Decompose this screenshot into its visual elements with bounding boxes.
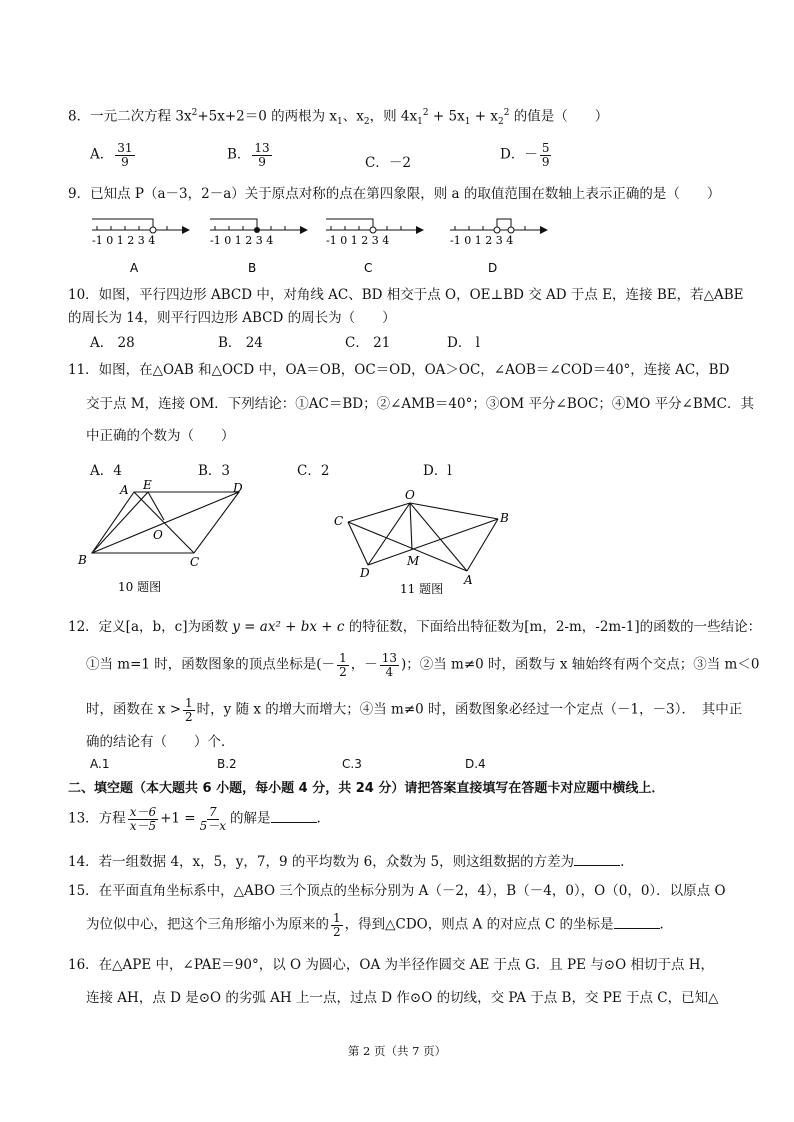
q8-stem-j: 的值是（ ） — [513, 108, 609, 125]
fig10-point-o: O — [153, 528, 163, 542]
q8-option-b: B． $\frac{13}{9}$ — [227, 141, 270, 169]
q8-option-a: A． $\frac{31}{9}$ — [90, 141, 133, 169]
q8-stem-i: + x — [474, 108, 498, 125]
q15-answer-blank[interactable] — [614, 916, 660, 929]
fig11-point-a: A — [464, 573, 473, 587]
number-line-b — [210, 219, 308, 275]
q11-line2: 交于点 M，连接 OM．下列结论：①AC＝BD；②∠AMB＝40°；③OM 平分∠BOC；④MO 平分∠BMC．其 — [86, 396, 754, 412]
q8-exp: 2 — [191, 108, 198, 118]
label-d: D — [488, 261, 498, 275]
q10-option-a: A． 28 — [90, 335, 135, 351]
fig11-point-c: C — [334, 514, 344, 528]
fig10-caption: 10 题图 — [118, 580, 162, 594]
q14: 14．若一组数据 4，x，5，y，7，9 的平均数为 6，众数为 5，则这组数据的方差为 . — [68, 854, 625, 870]
q10-option-d: D． l — [447, 335, 480, 351]
q11-option-d: D．l — [423, 463, 452, 479]
q13-answer-blank[interactable] — [271, 810, 317, 823]
fig11-point-m: M — [407, 554, 420, 568]
fig11-point-d: D — [360, 566, 370, 580]
q8-option-c: C．－2 — [365, 155, 411, 171]
q13: 13．方程 $\frac{x-6}{x-5}$ +1 = $\frac{7}{5-x}$ 的解是 . — [68, 805, 321, 833]
q12-option-d: D.4 — [465, 757, 486, 771]
q8-stem-g: ，则 4x — [369, 108, 418, 125]
number-line-c — [326, 219, 424, 275]
q16-line2: 连接 AH，点 D 是⊙O 的劣弧 AH 上一点，过点 D 作⊙O 的切线，交 PA 于点 B，交 PE 于点 C，已知△ — [86, 990, 719, 1006]
q12-option-c: C.3 — [342, 757, 362, 771]
q9-number-lines — [80, 210, 550, 280]
label-c: C — [364, 261, 373, 275]
q8-stem-c: +5x+2＝0 的两根为 x — [197, 108, 338, 125]
q11-line1: 11．如图，在△OAB 和△OCD 中，OA＝OB，OC＝OD，OA＞OC，∠AOB＝∠COD＝40°，连接 AC，BD — [68, 362, 730, 378]
section-heading: 二、填空题（本大题共 6 小题，每小题 4 分，共 24 分）请把答案直接填写在答题卡对应题中横线上． — [68, 781, 665, 796]
q8-stem-a: 8．一元二次方程 3x — [68, 108, 192, 125]
q12-line4: 确的结论有（ ）个． — [86, 734, 235, 750]
number-line-d — [450, 219, 548, 275]
fig11-caption: 11 题图 — [400, 582, 444, 596]
q9-stem: 9．已知点 P（a－3，2－a）关于原点对称的点在第四象限，则 a 的取值范围在数轴上表示正确的是（ ） — [68, 186, 721, 202]
q10-option-c: C． 21 — [345, 335, 391, 351]
fig11-point-o: O — [405, 488, 415, 502]
q11-option-a: A．4 — [90, 463, 122, 479]
q11-option-b: B．3 — [198, 463, 231, 479]
q12-line2: ①当 m=1 时，函数图象的顶点坐标是(－ $\frac{1}{2}$ ，－ $\frac{13}{4}$ )；②当 m≠0 时，函数与 x 轴始终有两个交点；③当 m＜0 — [86, 651, 760, 679]
label-b: B — [248, 261, 257, 275]
q8-stem-h: + 5x — [432, 108, 465, 125]
q15-line2: 为位似中心，把这个三角形缩小为原来的 $\frac{1}{2}$ ，得到△CDO，则点 A 的对应点 C 的坐标是 . — [86, 911, 664, 939]
figure-11 — [330, 485, 530, 600]
axis-ticks-d: -1 0 1 2 3 4 — [450, 234, 514, 247]
axis-ticks-b: -1 0 1 2 3 4 — [210, 234, 274, 247]
q8-stem-e: 、x — [342, 108, 364, 125]
figure-10 — [72, 478, 272, 598]
number-line-a — [92, 219, 190, 275]
page-footer: 第 2 页（共 7 页） — [347, 1044, 447, 1058]
axis-ticks-a: -1 0 1 2 3 4 — [92, 234, 156, 247]
q11-line3: 中正确的个数为（ ） — [86, 428, 235, 444]
q12-line1: 12．定义[a，b，c]为函数 y = ax² + bx + c 的特征数，下面给出特征数为[m，2-m，-2m-1]的函数的一些结论： — [68, 619, 762, 635]
q10-option-b: B． 24 — [218, 335, 263, 351]
q8-sub2: 2 — [363, 117, 370, 128]
q8-option-d: D．－ $\frac{5}{9}$ — [500, 141, 550, 169]
q14-answer-blank[interactable] — [574, 853, 620, 866]
fig11-point-b: B — [500, 511, 509, 525]
fig10-point-a: A — [120, 483, 129, 497]
q12-option-b: B.2 — [217, 757, 237, 771]
q12-line3: 时，函数在 x > $\frac{1}{2}$ 时，y 随 x 的增大而增大；④当 m≠0 时，函数图象必经过一个定点（－1，－3）． 其中正 — [86, 696, 743, 724]
axis-ticks-c: -1 0 1 2 3 4 — [326, 234, 390, 247]
q10-line2: 的周长为 14，则平行四边形 ABCD 的周长为（ ） — [68, 310, 396, 326]
fig10-point-b: B — [78, 553, 87, 567]
q16-line1: 16．在△APE 中，∠PAE＝90°，以 O 为圆心，OA 为半径作圆交 AE 于点 G．且 PE 与⊙O 相切于点 H， — [68, 957, 715, 973]
q12-option-a: A.1 — [90, 757, 110, 771]
fig10-point-e: E — [143, 478, 152, 492]
q15-line1: 15．在平面直角坐标系中，△ABO 三个顶点的坐标分别为 A（－2，4），B（－4，0），O（0，0）．以原点 O — [68, 883, 726, 899]
q8-sub1: 1 — [337, 117, 343, 128]
fig10-point-c: C — [190, 555, 200, 569]
q8-stem: 8．一元二次方程 $3x^2+5x+2=0$ 的两根为 $x_1$、$x_2$，则 $4x_1^2 + 5x_1 + x_2^2$ 的值是（ ） — [68, 108, 609, 128]
label-a: A — [130, 261, 139, 275]
fig10-point-d: D — [233, 481, 243, 495]
q11-option-c: C．2 — [297, 463, 330, 479]
q10-line1: 10．如图，平行四边形 ABCD 中，对角线 AC、BD 相交于点 O，OE⊥BD 交 AD 于点 E，连接 BE，若△ABE — [68, 287, 744, 303]
